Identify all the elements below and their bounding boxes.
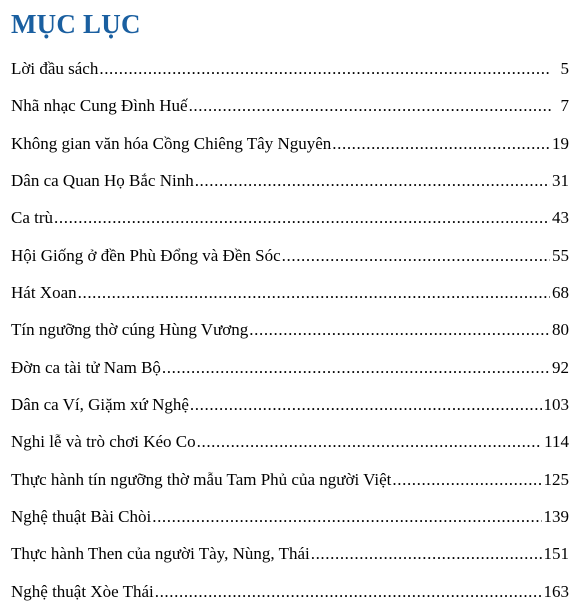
- toc-entry[interactable]: [11, 204, 569, 241]
- toc-entry-page: 139: [543, 507, 569, 527]
- dot-leader: [99, 55, 551, 83]
- toc-entry-page: 5: [560, 59, 569, 78]
- toc-entry-title: Thực hành Then của người Tày, Nùng, Thái: [11, 544, 310, 564]
- toc-entry[interactable]: [11, 130, 569, 167]
- toc-entry[interactable]: [11, 167, 569, 204]
- toc-entry[interactable]: [11, 391, 569, 428]
- dot-leader: [311, 540, 542, 568]
- dot-leader: [392, 466, 541, 494]
- toc-entry[interactable]: [11, 578, 569, 615]
- dot-leader: [249, 316, 550, 344]
- toc-entry-page: 55: [552, 245, 569, 265]
- dot-leader: [162, 354, 550, 382]
- toc-entry-title: Ca trù: [11, 208, 54, 228]
- toc-entry[interactable]: [11, 316, 569, 353]
- toc-entry[interactable]: [11, 242, 569, 279]
- toc-entry[interactable]: [11, 466, 569, 503]
- dot-leader: [189, 92, 551, 120]
- dot-leader: [282, 242, 550, 270]
- page-title: MỤC LỤC: [11, 9, 141, 39]
- toc-entry[interactable]: [11, 503, 569, 540]
- toc-entry-title: Nhã nhạc Cung Đình Huế: [11, 96, 188, 116]
- dot-leader: [155, 578, 542, 606]
- dot-leader: [78, 279, 550, 307]
- toc-entry-page: 125: [543, 469, 569, 489]
- toc-entry[interactable]: [11, 428, 569, 465]
- toc-entry-title: Lời đầu sách: [11, 59, 99, 78]
- dot-leader: [195, 167, 550, 195]
- toc-entry-title: Nghi lễ và trò chơi Kéo Co: [11, 432, 196, 452]
- dot-leader: [54, 204, 550, 232]
- toc-entry-page: 163: [543, 581, 569, 601]
- table-of-contents: [11, 55, 569, 615]
- toc-entry-page: 103: [543, 395, 569, 415]
- toc-entry-page: 7: [560, 96, 569, 116]
- toc-entry-title: Không gian văn hóa Cồng Chiêng Tây Nguyên: [11, 133, 332, 153]
- toc-entry[interactable]: [11, 540, 569, 577]
- dot-leader: [197, 428, 543, 456]
- dot-leader: [190, 391, 542, 419]
- toc-entry-title: Đờn ca tài tử Nam Bộ: [11, 357, 161, 377]
- toc-entry-title: Thực hành tín ngưỡng thờ mẫu Tam Phủ của người Việt: [11, 469, 392, 489]
- toc-entry-page: 80: [552, 320, 569, 340]
- toc-entry-title: Hát Xoan: [11, 283, 77, 303]
- toc-entry-page: 114: [544, 432, 569, 452]
- toc-entry-title: Hội Giống ở đền Phù Đổng và Đền Sóc: [11, 245, 281, 265]
- toc-entry[interactable]: [11, 354, 569, 391]
- toc-entry-title: Dân ca Quan Họ Bắc Ninh: [11, 171, 194, 191]
- toc-entry-page: 68: [552, 283, 569, 303]
- toc-entry-page: 19: [552, 133, 569, 153]
- toc-entry[interactable]: [11, 92, 569, 129]
- toc-entry[interactable]: [11, 279, 569, 316]
- toc-entry-title: Nghệ thuật Xòe Thái: [11, 581, 154, 601]
- dot-leader: [332, 130, 550, 158]
- toc-entry-page: 151: [543, 544, 569, 564]
- dot-leader: [152, 503, 541, 531]
- toc-entry-title: Nghệ thuật Bài Chòi: [11, 507, 152, 527]
- toc-entry-page: 92: [552, 357, 569, 377]
- toc-entry-page: 43: [552, 208, 569, 228]
- toc-entry-page: 31: [552, 171, 569, 191]
- toc-entry-title: Tín ngưỡng thờ cúng Hùng Vương: [11, 320, 249, 340]
- toc-entry-title: Dân ca Ví, Giặm xứ Nghệ: [11, 395, 189, 415]
- toc-entry[interactable]: [11, 55, 569, 92]
